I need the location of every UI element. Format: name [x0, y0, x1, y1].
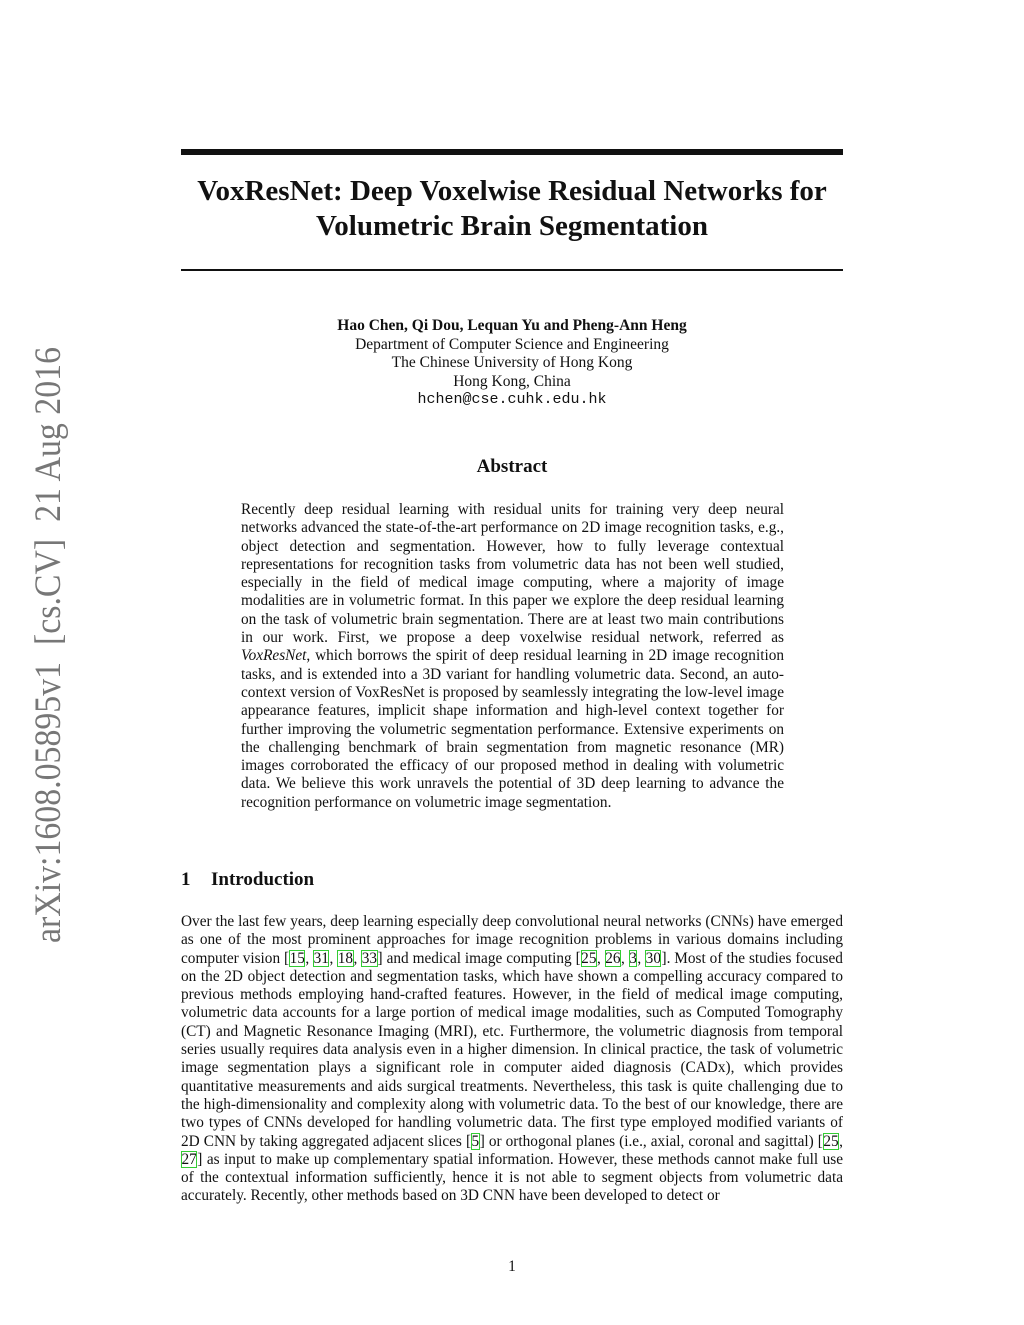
affiliation-university: The Chinese University of Hong Kong [391, 354, 633, 371]
intro-text-5: ] as input to make up complementary spatial information. However, these methods cannot make full use of the contextual information sufficiently, hence it is not able to segment objects from volumetric data accurately. Recently, other methods based on 3D CNN have been developed to detect or [181, 1150, 843, 1205]
title-line-2: Volumetric Brain Segmentation [315, 210, 708, 242]
citation-link[interactable]: 18 [337, 949, 353, 967]
citation-link[interactable]: 27 [181, 1150, 197, 1168]
abstract-text-part-2: , which borrows the spirit of deep residual learning in 2D image recognition tasks, and is extended into a 3D variant for handling volumetric data. Second, an auto-context version of VoxResNet is proposed by seamlessly integrating the low-level image appearance features, implicit shape information and high-level context together for further improving the volumetric segmentation performance. Extensive experiments on the challenging benchmark of brain segmentation from magnetic resonance (MR) images corroborated the efficacy of our proposed method in dealing with volumetric data. We believe this work unravels the potential of 3D deep learning to advance the recognition performance on volumetric image segmentation. [241, 647, 784, 811]
affiliation-location: Hong Kong, China [453, 372, 571, 390]
citation-link[interactable]: 5 [471, 1132, 480, 1150]
title-bottom-rule [181, 269, 843, 271]
citation-link[interactable]: 26 [605, 949, 621, 967]
section-number: 1 [181, 869, 191, 890]
intro-text-1: Over the last few years, deep learning especially deep convolutional neural networks (CNNs) have emerged as one of the most prominent approaches for image recognition problems in various domains including computer vision [ [181, 913, 843, 967]
citation-link[interactable]: 3 [629, 949, 637, 967]
intro-text-2: ] and medical image computing [ [377, 949, 581, 967]
page-number: 1 [508, 1258, 516, 1275]
title-line-1: VoxResNet: Deep Voxelwise Residual Networks for [197, 175, 827, 207]
citation-link[interactable]: 30 [645, 949, 661, 967]
citation-link[interactable]: 25 [823, 1132, 839, 1150]
abstract-text-part-1: Recently deep residual learning with residual units for training very deep neural networks advanced the state-of-the-art performance on 2D image recognition tasks, e.g., object detection and segmentation. However, how to fully leverage contextual representations for recognition tasks from volumetric data has not been well studied, especially in the field of medical image computing, where a majority of image modalities are in volumetric format. In this paper we explore the deep residual learning on the task of volumetric brain segmentation. There are at least two main contributions in our work. First, we propose a deep voxelwise residual network, referred as [241, 501, 784, 647]
intro-text-3: ]. Most of the studies focused on the 2D object detection and segmentation tasks, which have shown a compelling accuracy compared to previous methods employing hand-crafted features. However, in the field of medical image computing, volumetric data accounts for a large portion of medical image modalities, such as Computed Tomography (CT) and Magnetic Resonance Imaging (MRI), etc. Furthermore, the volumetric diagnosis from temporal series usually requires data analysis even in a higher dimension. In clinical practice, the task of volumetric image segmentation plays a significant role in computer aided diagnosis (CADx), which provides quantitative measurements and aids surgical treatments. Nevertheless, this task is quite challenging due to the high-dimensionality and complexity along with volumetric data. To the best of our knowledge, there are two types of CNNs developed for handling volumetric data. The first type employed modified variants of 2D CNN by taking aggregated adjacent slices [ [181, 949, 843, 1150]
abstract-text [241, 501, 784, 812]
abstract-emphasis-voxresnet: VoxResNet [241, 647, 307, 665]
citation-link[interactable]: 31 [313, 949, 329, 967]
author-names: Hao Chen, Qi Dou, Lequan Yu and Pheng-Ann Heng [337, 317, 687, 334]
intro-text-4: ] or orthogonal planes (i.e., axial, coronal and sagittal) [ [479, 1132, 823, 1150]
citation-link[interactable]: 15 [289, 949, 305, 967]
title-top-rule [181, 149, 843, 155]
author-block [181, 317, 843, 410]
affiliation-department: Department of Computer Science and Engineering [355, 335, 669, 353]
introduction-paragraph: Over the last few years, deep learning especially deep convolutional neural networks (CNNs) have emerged as one of the most prominent approaches for image recognition problems in various domains including computer vision [15, 31, 18, 33] and medical image computing [25, 26, 3, 30]. Most of the studies focused on the 2D object detection and segmentation tasks, which have shown a compelling accuracy compared to previous methods employing hand-crafted features. However, in the field of medical image computing, volumetric data accounts for a large portion of medical image modalities, such as Computed Tomography (CT) and Magnetic Resonance Imaging (MRI), etc. Furthermore, the volumetric diagnosis from temporal series usually requires data analysis even in a higher dimension. In clinical practice, the task of volumetric image segmentation plays a significant role in computer aided diagnosis (CADx), which provides quantitative measurements and aids surgical treatments. Nevertheless, this task is quite challenging due to the high-dimensionality and complexity along with volumetric data. To the best of our knowledge, there are two types of CNNs developed for handling volumetric data. The first type employed modified variants of 2D CNN by taking aggregated adjacent slices [5] or orthogonal planes (i.e., axial, coronal and sagittal) [25, 27] as input to make up complementary spatial information. However, these methods cannot make full use of the contextual information sufficiently, hence it is not able to segment objects from volumetric data accurately. Recently, other methods based on 3D CNN have been developed to detect or [181, 913, 843, 1205]
abstract-heading: Abstract [476, 456, 548, 477]
author-email[interactable]: hchen@cse.cuhk.edu.hk [417, 391, 607, 408]
citation-link[interactable]: 33 [361, 949, 378, 967]
paper-title [181, 174, 843, 244]
section-title: Introduction [211, 869, 315, 890]
citation-link[interactable]: 25 [581, 949, 597, 967]
arxiv-identifier-stamp [12, 347, 72, 943]
section-heading-introduction [181, 869, 681, 891]
arxiv-identifier-text: arXiv:1608.05895v1 [cs.CV] 21 Aug 2016 [28, 347, 69, 943]
